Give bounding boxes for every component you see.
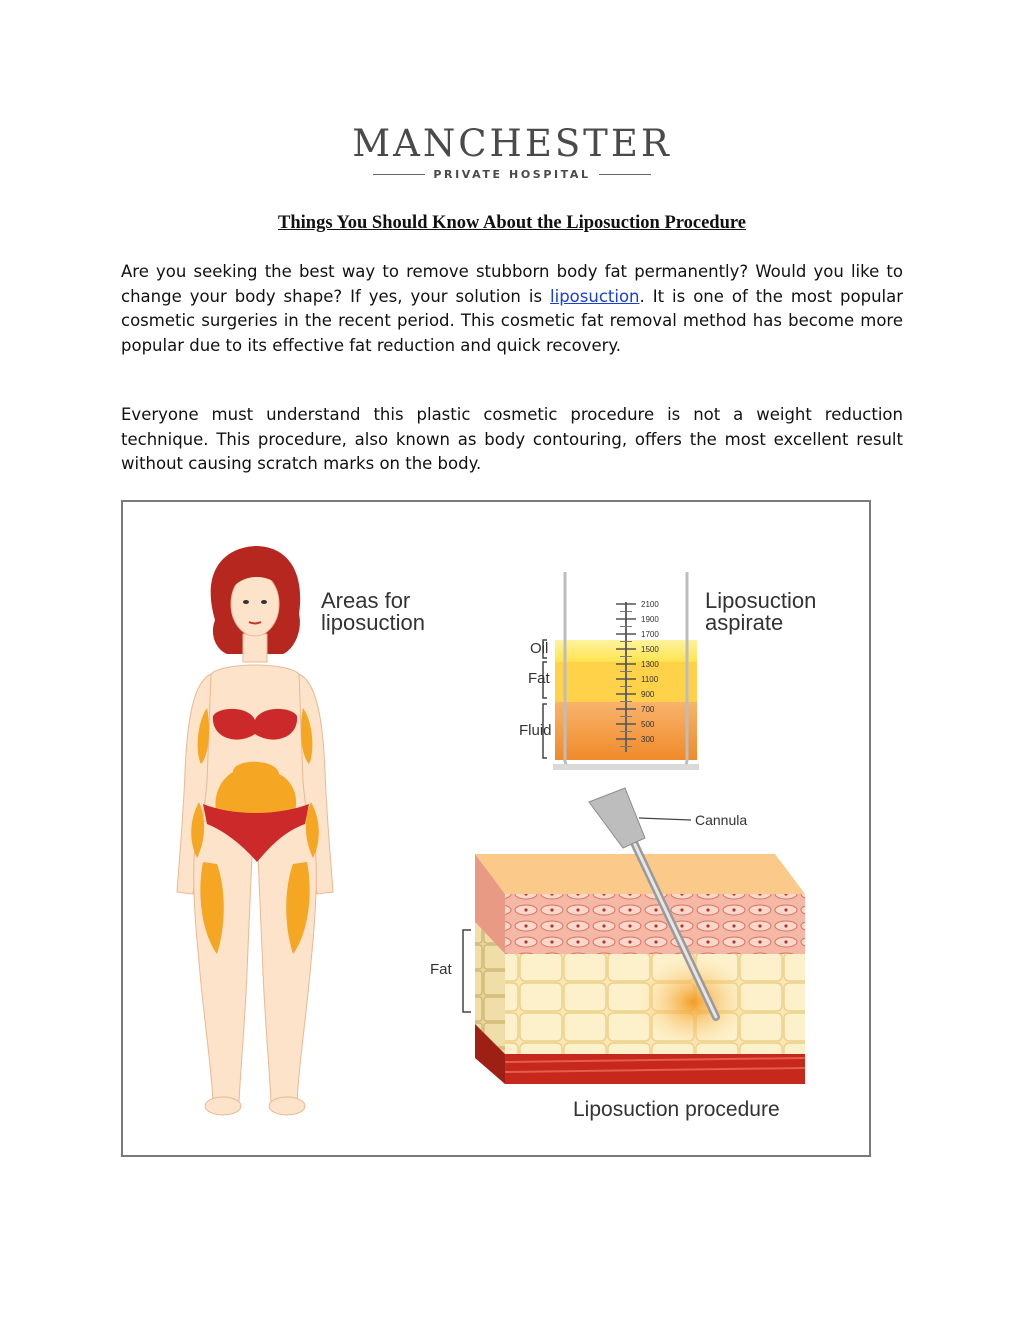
logo-name: MANCHESTER bbox=[352, 122, 672, 165]
beaker-scale-label: 1700 bbox=[641, 630, 659, 639]
paragraph-intro-text-b: . It is one of the most popular cosmetic surgeries in the recent period. This cosmetic fat removal method has become more popular due to its effective fat reduction and quick recovery. bbox=[121, 286, 904, 355]
fat-layer-label: Fat bbox=[528, 670, 550, 687]
cannula-handle bbox=[589, 788, 645, 848]
logo-tagline-row bbox=[0, 168, 1024, 181]
oil-label: Oil bbox=[530, 640, 549, 657]
cannula-label: Cannula bbox=[695, 812, 748, 828]
right-leg bbox=[194, 820, 253, 1102]
beaker-scale-label: 2100 bbox=[641, 600, 659, 609]
body-diagram bbox=[177, 546, 333, 1115]
beaker-diagram bbox=[543, 572, 699, 770]
paragraph-intro bbox=[121, 260, 903, 358]
left-eye bbox=[243, 600, 249, 604]
beaker-scale-label: 900 bbox=[641, 690, 655, 699]
paragraph-intro-text-a: Are you seeking the best way to remove stubborn body fat permanently? Would you like to change your body shape? If yes, your solution is bbox=[121, 262, 903, 306]
areas-label-line2: liposuction bbox=[321, 610, 425, 635]
beaker-base bbox=[553, 764, 699, 770]
left-leg bbox=[257, 820, 316, 1102]
illustration-canvas bbox=[123, 502, 869, 1155]
paragraph-details: Everyone must understand this plastic cosmetic procedure is not a weight reduction technique. This procedure, also known as body contouring, offers the most excellent result without causing scratch marks on the body. bbox=[121, 405, 903, 473]
fluid-label: Fluid bbox=[519, 722, 552, 739]
beaker-scale-label: 1900 bbox=[641, 615, 659, 624]
dermis-layer bbox=[505, 894, 805, 954]
beaker-scale-label: 1100 bbox=[641, 675, 659, 684]
procedure-label: Liposuction procedure bbox=[573, 1098, 780, 1121]
beaker-scale-label: 700 bbox=[641, 705, 655, 714]
beaker-scale-label: 1300 bbox=[641, 660, 659, 669]
aspirate-label-line1: Liposuction bbox=[705, 588, 817, 613]
skin-block-diagram bbox=[463, 788, 805, 1084]
right-foot bbox=[205, 1097, 241, 1115]
beaker-scale-label: 500 bbox=[641, 720, 655, 729]
neck bbox=[243, 634, 267, 662]
aspirate-label-line2: aspirate bbox=[705, 610, 784, 635]
right-eye bbox=[261, 600, 267, 604]
fat-bracket-block bbox=[463, 930, 471, 1012]
logo-rule-left bbox=[373, 174, 425, 175]
areas-label-line1: Areas for bbox=[321, 588, 411, 613]
beaker-scale-label: 300 bbox=[641, 735, 655, 744]
cannula-pointer bbox=[639, 818, 691, 820]
article-title: Things You Should Know About the Liposuction Procedure bbox=[278, 213, 746, 233]
liposuction-link[interactable]: liposuction bbox=[550, 286, 640, 306]
left-foot bbox=[269, 1097, 305, 1115]
liposuction-illustration bbox=[121, 500, 871, 1157]
fat-block-label: Fat bbox=[430, 961, 452, 978]
hospital-logo bbox=[0, 122, 1024, 181]
logo-tagline: PRIVATE HOSPITAL bbox=[433, 168, 591, 181]
beaker-scale-label: 1500 bbox=[641, 645, 659, 654]
logo-rule-right bbox=[599, 174, 651, 175]
